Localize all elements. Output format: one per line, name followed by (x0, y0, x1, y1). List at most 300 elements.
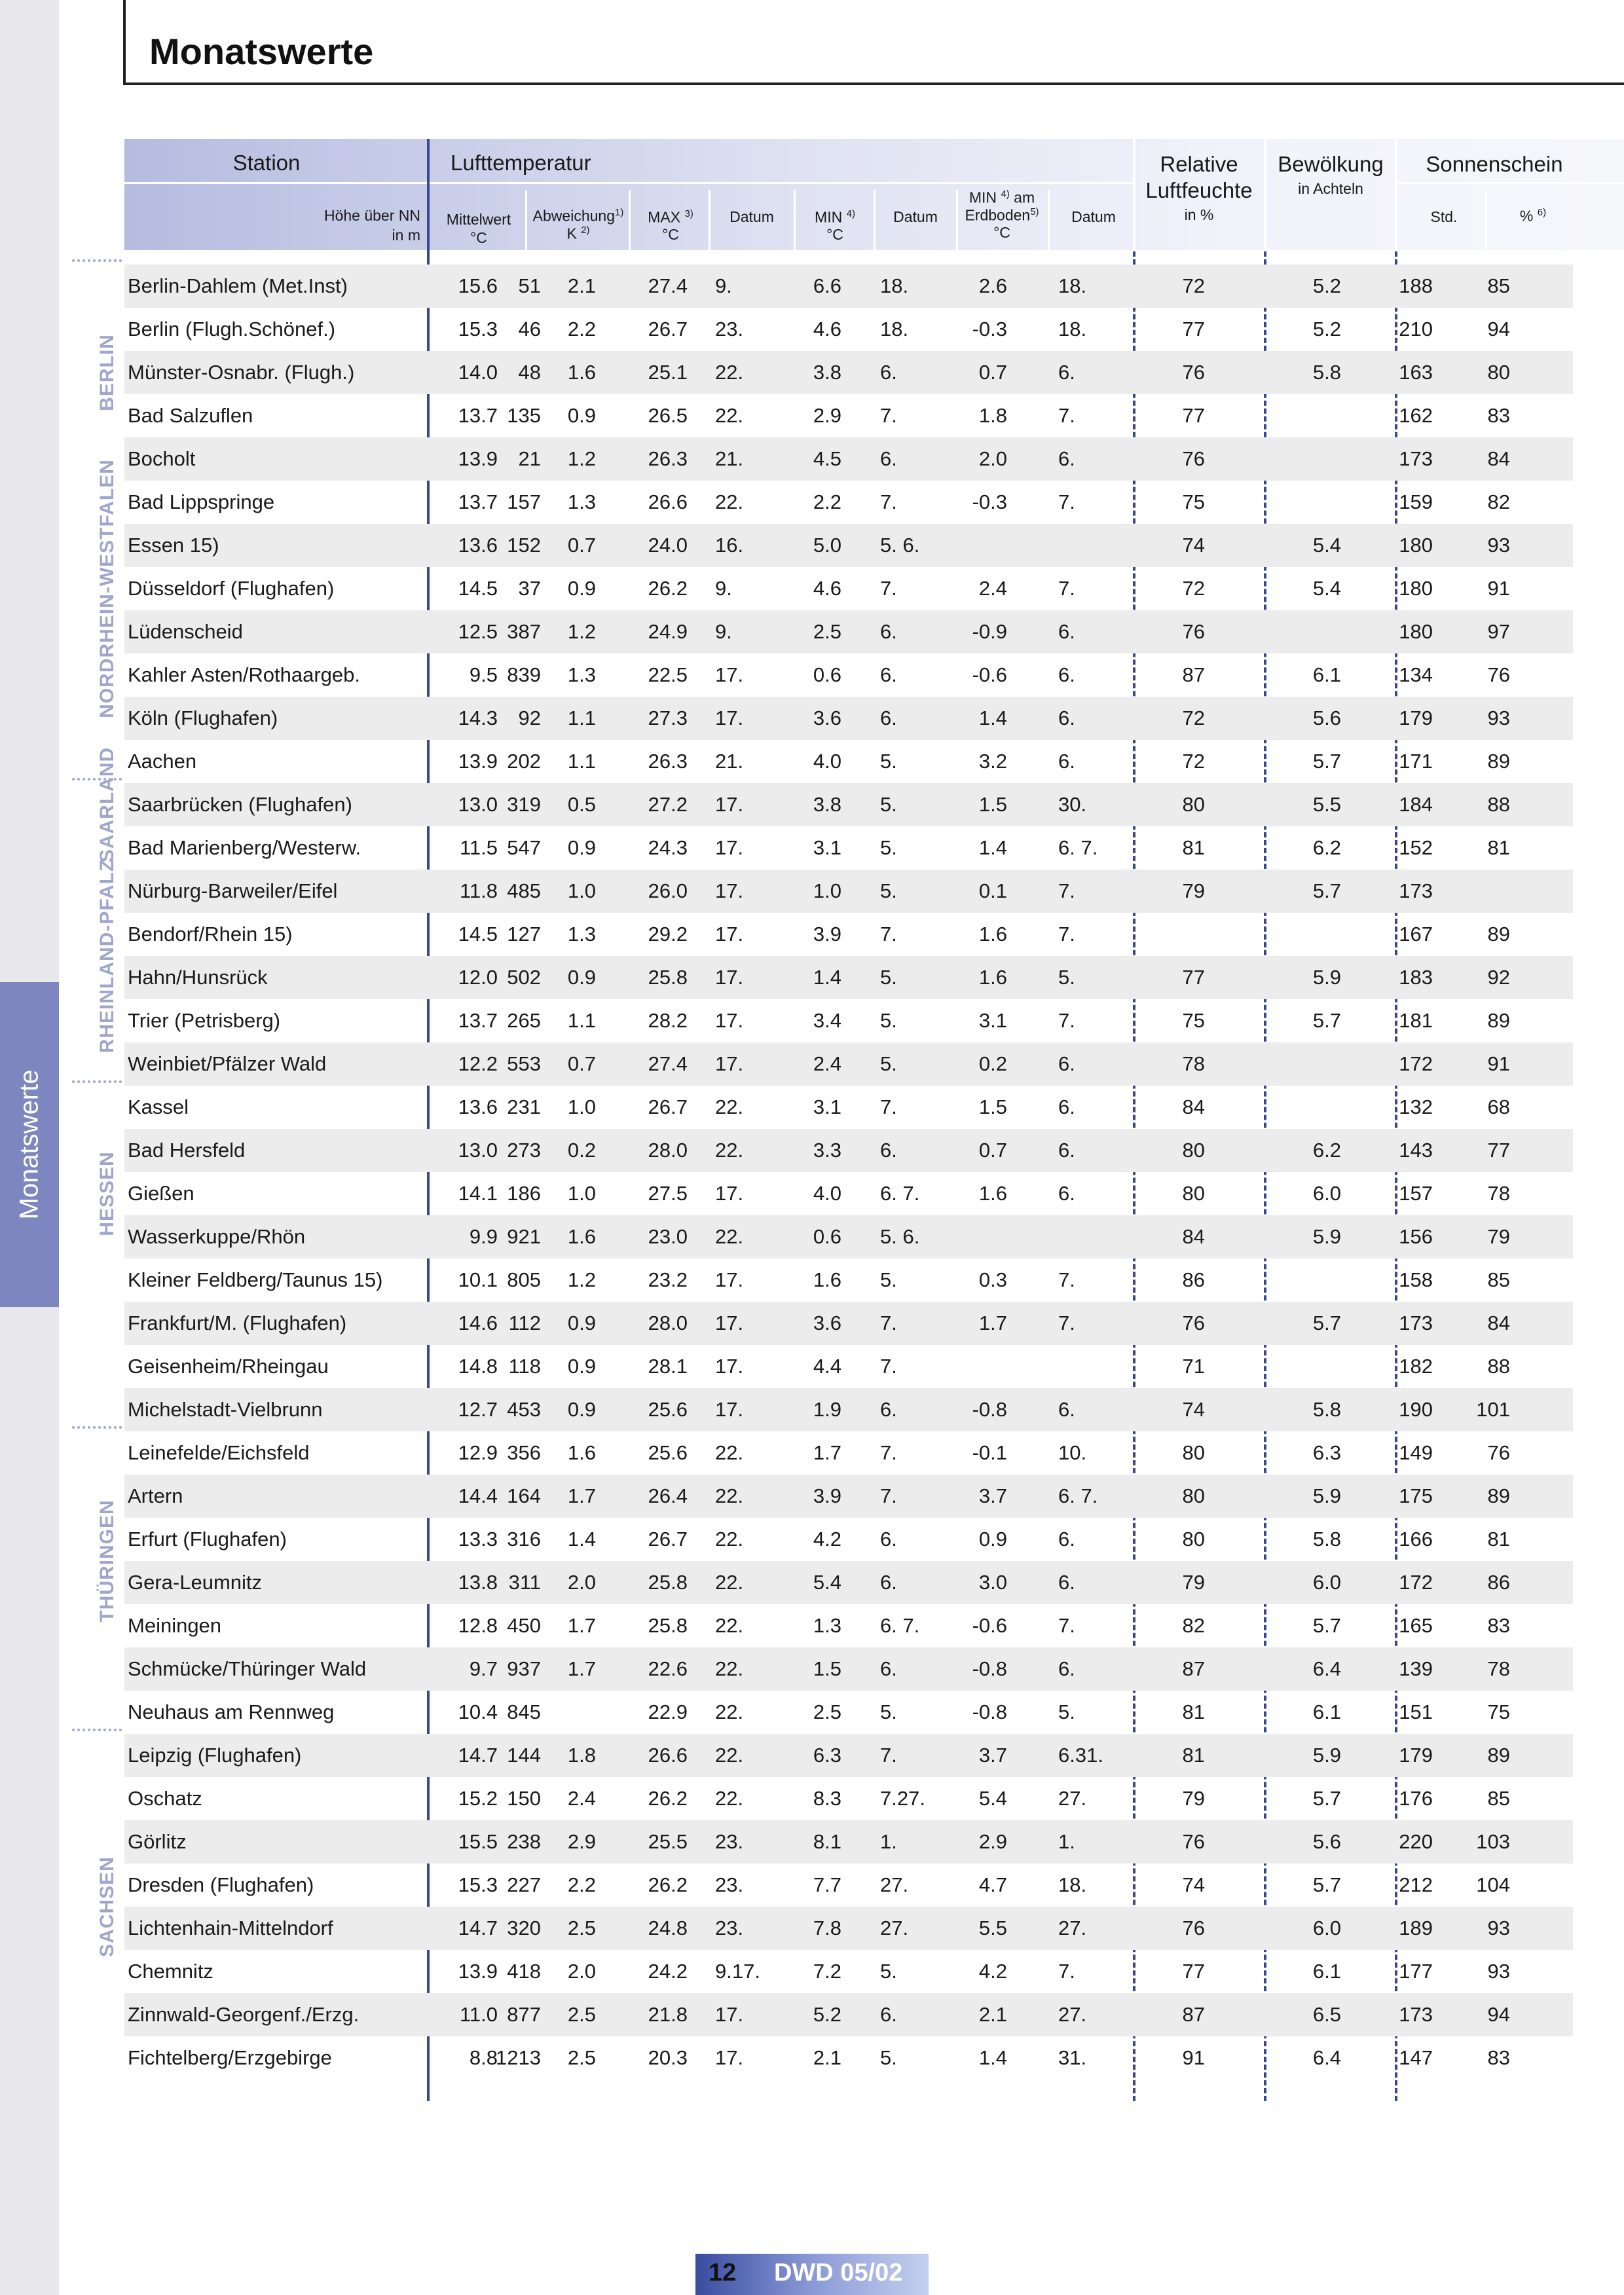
cell-abweichung: 1.3 (567, 663, 596, 686)
cell-abweichung: 1.8 (567, 1744, 596, 1767)
cell-max: 21.8 (648, 2003, 688, 2026)
cell-min-erdboden-datum: 7. (1058, 923, 1075, 946)
cell-abweichung: 2.5 (567, 2046, 596, 2069)
cell-sonnenschein-pct: 103 (1476, 1830, 1510, 1853)
cell-sonnenschein-pct: 93 (1487, 1960, 1510, 1983)
cell-sonnenschein-pct: 93 (1487, 707, 1510, 729)
cell-min: 1.4 (813, 966, 841, 989)
cell-sonnenschein-std: 212 (1399, 1873, 1433, 1896)
cell-min-erdboden: -0.6 (972, 663, 1007, 686)
table-row (124, 740, 1573, 783)
cell-max-datum: 21. (715, 750, 744, 773)
header-separator (1133, 139, 1135, 250)
cell-abweichung: 1.7 (567, 1657, 596, 1680)
cell-min: 3.9 (813, 923, 841, 946)
cell-min-erdboden-datum (1058, 1215, 1130, 1258)
cell-min-erdboden: 1.4 (978, 2046, 1007, 2069)
station-elevation: 37 (518, 577, 541, 600)
cell-min: 6.6 (813, 274, 841, 297)
cell-sonnenschein-pct: 76 (1487, 663, 1510, 686)
cell-sonnenschein-std: 167 (1399, 923, 1433, 946)
header-min (792, 208, 877, 244)
cell-min: 0.6 (813, 1225, 841, 1248)
cell-mittelwert: 10.4 (458, 1700, 498, 1723)
cell-min-erdboden-datum: 7. (1058, 490, 1075, 513)
cell-min-datum: 1. (880, 1830, 897, 1853)
cell-max-datum: 22. (715, 404, 744, 427)
cell-sonnenschein-pct: 77 (1487, 1139, 1510, 1162)
cell-max-datum: 17. (715, 1182, 744, 1205)
cell-bewoelkung (1289, 394, 1341, 437)
station-elevation: 502 (507, 966, 541, 989)
cell-bewoelkung: 5.6 (1312, 1830, 1341, 1853)
cell-sonnenschein-pct: 89 (1487, 923, 1510, 946)
table-row (124, 1993, 1573, 2036)
cell-mittelwert: 15.3 (458, 1873, 498, 1896)
region-separator (72, 1729, 122, 1731)
cell-min-erdboden: 1.4 (978, 707, 1007, 729)
table-row (124, 999, 1573, 1042)
cell-sonnenschein-std: 181 (1399, 1009, 1433, 1032)
cell-relative-luftfeuchte: 72 (1182, 750, 1205, 773)
station-elevation: 48 (518, 361, 541, 384)
cell-bewoelkung: 6.4 (1312, 1657, 1341, 1680)
cell-max: 22.5 (648, 663, 688, 686)
cell-mittelwert: 12.7 (458, 1398, 498, 1421)
cell-min: 4.5 (813, 447, 841, 470)
cell-bewoelkung: 5.4 (1312, 534, 1341, 557)
cell-min-erdboden (943, 1345, 1007, 1388)
table-row (124, 1172, 1573, 1215)
cell-relative-luftfeuchte: 79 (1182, 879, 1205, 902)
header-max (629, 208, 712, 244)
table-row (124, 1561, 1573, 1604)
cell-sonnenschein-std: 184 (1399, 793, 1433, 816)
cell-sonnenschein-std: 151 (1399, 1700, 1433, 1723)
cell-min-erdboden: -0.8 (972, 1657, 1007, 1680)
station-elevation: 319 (507, 793, 541, 816)
cell-sonnenschein-std: 134 (1399, 663, 1433, 686)
table-row (124, 1777, 1573, 1820)
cell-abweichung: 0.9 (567, 1312, 596, 1334)
cell-min-erdboden: 1.6 (978, 966, 1007, 989)
cell-bewoelkung: 5.7 (1312, 1009, 1341, 1032)
cell-abweichung: 0.7 (567, 1052, 596, 1075)
min-label: MIN (815, 208, 843, 226)
cell-bewoelkung (1289, 1086, 1341, 1129)
header-lufttemperatur: Lufttemperatur (451, 151, 591, 175)
station-elevation: 845 (507, 1700, 541, 1723)
min-erdboden-unit: °C (993, 224, 1010, 242)
cell-max: 24.0 (648, 534, 688, 557)
max-label: MAX (648, 208, 681, 226)
cell-min-erdboden: 1.5 (978, 1095, 1007, 1118)
cell-max-datum: 16. (715, 534, 744, 557)
cell-max-datum: 17. (715, 836, 744, 859)
cell-min-erdboden: 0.1 (978, 879, 1007, 902)
cell-min-erdboden: -0.3 (972, 490, 1007, 513)
cell-min-datum: 7. (880, 490, 897, 513)
cell-min-erdboden-datum: 6. (1058, 750, 1075, 773)
cell-min-erdboden: 3.7 (978, 1484, 1007, 1507)
cell-min-datum: 7. (880, 1095, 897, 1118)
table-row (124, 1345, 1573, 1388)
station-name: Zinnwald-Georgenf./Erzg. (128, 2003, 360, 2026)
header-sonnenschein-underline (1397, 182, 1624, 184)
cell-min-datum: 6. (880, 620, 897, 643)
cell-min-erdboden: 0.3 (978, 1268, 1007, 1291)
cell-max-datum: 22. (715, 1571, 744, 1594)
cell-min: 2.4 (813, 1052, 841, 1075)
cell-bewoelkung: 5.6 (1312, 707, 1341, 729)
station-name: Kleiner Feldberg/Taunus 15) (128, 1268, 383, 1291)
cell-mittelwert: 13.7 (458, 404, 498, 427)
cell-bewoelkung: 5.8 (1312, 1528, 1341, 1551)
cell-min: 1.5 (813, 1657, 841, 1680)
cell-mittelwert: 14.3 (458, 707, 498, 729)
cell-min-erdboden-datum: 7. (1058, 404, 1075, 427)
cell-sonnenschein-pct: 101 (1476, 1398, 1510, 1421)
cell-mittelwert: 14.1 (458, 1182, 498, 1205)
cell-bewoelkung (1289, 1042, 1341, 1086)
cell-min-datum: 5. (880, 836, 897, 859)
cell-bewoelkung: 5.9 (1312, 966, 1341, 989)
header-pct (1490, 207, 1576, 225)
cell-min-erdboden-datum: 18. (1058, 274, 1087, 297)
cell-min: 8.1 (813, 1830, 841, 1853)
cell-min-erdboden-datum: 7. (1058, 879, 1075, 902)
region-label: NORDRHEIN-WESTFALEN (96, 459, 118, 718)
cell-max: 27.3 (648, 707, 688, 729)
cell-abweichung: 1.1 (567, 1009, 596, 1032)
cell-max: 26.2 (648, 1787, 688, 1810)
cell-abweichung: 1.4 (567, 1528, 596, 1551)
cell-max: 26.3 (648, 750, 688, 773)
cell-max: 25.8 (648, 1571, 688, 1594)
header-separator (1264, 139, 1266, 250)
cell-abweichung: 1.1 (567, 707, 596, 729)
station-name: Leipzig (Flughafen) (128, 1744, 302, 1767)
cell-sonnenschein-std: 172 (1399, 1571, 1433, 1594)
cell-relative-luftfeuchte: 75 (1182, 1009, 1205, 1032)
cell-abweichung: 1.6 (567, 1441, 596, 1464)
cell-max-datum: 21. (715, 447, 744, 470)
cell-min-erdboden: 1.8 (978, 404, 1007, 427)
cell-min-erdboden: -0.9 (972, 620, 1007, 643)
cell-max: 24.2 (648, 1960, 688, 1983)
cell-min-erdboden: -0.1 (972, 1441, 1007, 1464)
cell-bewoelkung: 6.1 (1312, 1700, 1341, 1723)
cell-abweichung: 0.9 (567, 404, 596, 427)
cell-abweichung: 1.2 (567, 1268, 596, 1291)
cell-max: 25.1 (648, 361, 688, 384)
cell-min-erdboden: -0.3 (972, 318, 1007, 340)
cell-min-erdboden-datum: 7. (1058, 1268, 1075, 1291)
cell-max-datum: 22. (715, 1484, 744, 1507)
cell-bewoelkung: 5.7 (1312, 1312, 1341, 1334)
cell-min: 0.6 (813, 663, 841, 686)
station-name: Meiningen (128, 1614, 222, 1637)
cell-min-erdboden-datum: 6. (1058, 707, 1075, 729)
cell-min-erdboden: 0.2 (978, 1052, 1007, 1075)
table-row (124, 1042, 1573, 1086)
cell-relative-luftfeuchte: 76 (1182, 620, 1205, 643)
cell-max-datum: 9. (715, 274, 732, 297)
cell-min: 2.5 (813, 620, 841, 643)
cell-min-erdboden-datum: 27. (1058, 1917, 1087, 1939)
cell-max-datum: 9. (715, 620, 732, 643)
cell-relative-luftfeuchte: 91 (1182, 2046, 1205, 2069)
abweichung-unit-footnote: 2) (581, 225, 590, 236)
cell-min-datum: 7. (880, 923, 897, 946)
cell-sonnenschein-pct: 75 (1487, 1700, 1510, 1723)
cell-sonnenschein-std: 147 (1399, 2046, 1433, 2069)
cell-relative-luftfeuchte: 72 (1182, 577, 1205, 600)
station-elevation: 231 (507, 1095, 541, 1118)
cell-max-datum: 17. (715, 966, 744, 989)
cell-max-datum: 22. (715, 1614, 744, 1637)
cell-max: 25.6 (648, 1398, 688, 1421)
cell-min-datum: 6. (880, 2003, 897, 2026)
cell-min-datum: 18. (880, 318, 909, 340)
station-elevation: 937 (507, 1657, 541, 1680)
cell-min-datum: 7. (880, 1744, 897, 1767)
table-row (124, 351, 1573, 394)
cell-mittelwert: 13.7 (458, 1009, 498, 1032)
cell-min-datum: 5. (880, 966, 897, 989)
cell-bewoelkung: 6.3 (1312, 1441, 1341, 1464)
pct-footnote: 6) (1537, 207, 1547, 218)
cell-bewoelkung: 6.1 (1312, 1960, 1341, 1983)
station-name: Berlin-Dahlem (Met.Inst) (128, 274, 348, 297)
header-subcolumn-separator (629, 190, 631, 250)
cell-min-erdboden: 5.4 (978, 1787, 1007, 1810)
cell-mittelwert: 13.6 (458, 534, 498, 557)
cell-max-datum: 22. (715, 1787, 744, 1810)
cell-min: 5.0 (813, 534, 841, 557)
cell-min-erdboden-datum: 6.31. (1058, 1744, 1103, 1767)
cell-bewoelkung: 5.7 (1312, 1873, 1341, 1896)
cell-sonnenschein-pct: 85 (1487, 1787, 1510, 1810)
cell-abweichung: 2.5 (567, 1917, 596, 1939)
cell-abweichung: 2.5 (567, 2003, 596, 2026)
cell-abweichung: 2.2 (567, 1873, 596, 1896)
cell-min-erdboden-datum: 27. (1058, 1787, 1087, 1810)
station-elevation: 227 (507, 1873, 541, 1896)
cell-max-datum: 22. (715, 1700, 744, 1723)
cell-min-erdboden: 4.7 (978, 1873, 1007, 1896)
cell-sonnenschein-pct: 92 (1487, 966, 1510, 989)
cell-relative-luftfeuchte: 84 (1182, 1095, 1205, 1118)
header-subcolumn-separator (1048, 190, 1050, 250)
header-std: Std. (1430, 208, 1458, 225)
min-unit: °C (826, 226, 843, 244)
cell-sonnenschein-pct: 89 (1487, 1744, 1510, 1767)
station-elevation: 127 (507, 923, 541, 946)
table-row (124, 1647, 1573, 1691)
station-name: Bad Lippspringe (128, 490, 275, 513)
cell-min-datum: 6. 7. (880, 1614, 920, 1637)
cell-relative-luftfeuchte: 82 (1182, 1614, 1205, 1637)
station-elevation: 485 (507, 879, 541, 902)
cell-relative-luftfeuchte: 81 (1182, 1744, 1205, 1767)
cell-relative-luftfeuchte: 76 (1182, 1917, 1205, 1939)
station-elevation: 316 (507, 1528, 541, 1551)
cell-min-erdboden: 0.7 (978, 361, 1007, 384)
cell-abweichung: 2.9 (567, 1830, 596, 1853)
station-elevation: 547 (507, 836, 541, 859)
table-row (124, 783, 1573, 826)
cell-min-datum: 18. (880, 274, 909, 297)
cell-relative-luftfeuchte: 87 (1182, 1657, 1205, 1680)
station-name: Bad Hersfeld (128, 1139, 246, 1162)
station-name: Aachen (128, 750, 197, 773)
cell-max-datum: 23. (715, 1830, 744, 1853)
table-row (124, 956, 1573, 999)
cell-min-erdboden-datum: 18. (1058, 1873, 1087, 1896)
cell-min-datum: 5. (880, 1009, 897, 1032)
cell-mittelwert: 9.5 (469, 663, 498, 686)
cell-max-datum: 17. (715, 1355, 744, 1378)
cell-min: 3.1 (813, 1095, 841, 1118)
cell-min-datum: 5. 6. (880, 534, 920, 557)
station-elevation: 805 (507, 1268, 541, 1291)
header-mittelwert: Mittelwert (446, 211, 511, 228)
cell-min: 1.0 (813, 879, 841, 902)
cell-relative-luftfeuchte: 77 (1182, 404, 1205, 427)
cell-max: 24.9 (648, 620, 688, 643)
cell-abweichung: 1.6 (567, 1225, 596, 1248)
table-row (124, 1691, 1573, 1734)
cell-min-erdboden: -0.8 (972, 1398, 1007, 1421)
cell-min-erdboden: 3.0 (978, 1571, 1007, 1594)
cell-sonnenschein-pct: 93 (1487, 1917, 1510, 1939)
cell-mittelwert: 11.8 (459, 879, 498, 902)
cell-min: 3.3 (813, 1139, 841, 1162)
header-lufttemperatur-underline (430, 182, 1133, 184)
station-name: Kassel (128, 1095, 189, 1118)
cell-relative-luftfeuchte: 76 (1182, 361, 1205, 384)
cell-sonnenschein-std: 173 (1399, 879, 1433, 902)
cell-max: 26.7 (648, 1095, 688, 1118)
station-elevation: 112 (508, 1312, 541, 1334)
cell-min: 8.3 (813, 1787, 841, 1810)
side-tab-label: Monatswerte (14, 1069, 44, 1220)
cell-min: 2.1 (813, 2046, 841, 2069)
station-name: Köln (Flughafen) (128, 707, 278, 729)
cell-sonnenschein-std: 188 (1399, 274, 1433, 297)
cell-abweichung: 1.0 (567, 879, 596, 902)
cell-max: 28.1 (648, 1355, 688, 1378)
cell-abweichung: 0.5 (567, 793, 596, 816)
cell-relative-luftfeuchte: 74 (1182, 534, 1205, 557)
cell-sonnenschein-std: 156 (1399, 1225, 1433, 1248)
cell-min-erdboden (943, 1215, 1007, 1258)
cell-mittelwert: 13.3 (458, 1528, 498, 1551)
cell-max-datum: 17. (715, 793, 744, 816)
region-label: SAARLAND (96, 746, 118, 863)
cell-bewoelkung: 5.9 (1312, 1225, 1341, 1248)
cell-sonnenschein-std: 158 (1399, 1268, 1433, 1291)
header-subcolumn-separator (874, 190, 876, 250)
cell-relative-luftfeuchte: 75 (1182, 490, 1205, 513)
cell-mittelwert: 11.5 (459, 836, 498, 859)
cell-relative-luftfeuchte: 86 (1182, 1268, 1205, 1291)
station-elevation: 356 (507, 1441, 541, 1464)
cell-mittelwert: 14.8 (458, 1355, 498, 1378)
cell-mittelwert: 14.7 (458, 1744, 498, 1767)
cell-min: 4.2 (813, 1528, 841, 1551)
cell-relative-luftfeuchte: 80 (1182, 1182, 1205, 1205)
table-row (124, 1907, 1573, 1950)
cell-min-erdboden: 1.6 (978, 1182, 1007, 1205)
cell-min-erdboden: 3.1 (978, 1009, 1007, 1032)
cell-min-erdboden-datum: 7. (1058, 1312, 1075, 1334)
cell-bewoelkung: 5.9 (1312, 1744, 1341, 1767)
cell-mittelwert: 13.9 (458, 447, 498, 470)
cell-abweichung: 1.6 (567, 361, 596, 384)
header-bewoelkung-unit: in Achteln (1298, 180, 1363, 197)
cell-min-datum: 27. (880, 1873, 909, 1896)
cell-sonnenschein-pct (1458, 870, 1510, 913)
cell-abweichung: 0.7 (567, 534, 596, 557)
station-elevation: 273 (507, 1139, 541, 1162)
table-row (124, 697, 1573, 740)
cell-sonnenschein-std: 171 (1399, 750, 1433, 773)
cell-min-datum: 6. (880, 707, 897, 729)
cell-relative-luftfeuchte: 77 (1182, 966, 1205, 989)
station-elevation: 1213 (496, 2046, 541, 2069)
cell-max-datum: 22. (715, 1441, 744, 1464)
header-relative-unit: in % (1184, 206, 1214, 223)
header-subcolumn-separator (794, 190, 796, 250)
cell-mittelwert: 12.8 (458, 1614, 498, 1637)
cell-min-datum: 27. (880, 1917, 909, 1939)
cell-sonnenschein-pct: 89 (1487, 750, 1510, 773)
station-elevation: 450 (507, 1614, 541, 1637)
station-name: Chemnitz (128, 1960, 213, 1983)
cell-max: 26.5 (648, 404, 688, 427)
cell-abweichung: 0.9 (567, 1398, 596, 1421)
cell-bewoelkung: 6.0 (1312, 1571, 1341, 1594)
cell-max: 24.8 (648, 1917, 688, 1939)
cell-max-datum: 23. (715, 318, 744, 340)
cell-sonnenschein-pct: 104 (1476, 1873, 1510, 1896)
cell-min-datum: 5. (880, 879, 897, 902)
station-name: Bad Salzuflen (128, 404, 253, 427)
cell-bewoelkung: 6.0 (1312, 1917, 1341, 1939)
table-row (124, 1388, 1573, 1431)
cell-max: 22.6 (648, 1657, 688, 1680)
cell-mittelwert: 15.3 (458, 318, 498, 340)
header-hoehe-line2: in m (392, 227, 420, 244)
station-name: Michelstadt-Vielbrunn (128, 1398, 323, 1421)
station-name: Oschatz (128, 1787, 202, 1810)
cell-abweichung: 1.1 (567, 750, 596, 773)
cell-min-erdboden: 1.4 (978, 836, 1007, 859)
cell-min: 2.9 (813, 404, 841, 427)
side-tab-monatswerte[interactable] (0, 982, 59, 1307)
cell-min-erdboden-datum: 7. (1058, 1960, 1075, 1983)
station-name: Essen 15) (128, 534, 219, 557)
cell-sonnenschein-pct: 93 (1487, 534, 1510, 557)
cell-relative-luftfeuchte: 72 (1182, 274, 1205, 297)
cell-min: 4.0 (813, 750, 841, 773)
header-min-erdboden-datum: Datum (1071, 208, 1116, 225)
cell-bewoelkung: 5.7 (1312, 750, 1341, 773)
cell-min: 7.8 (813, 1917, 841, 1939)
cell-sonnenschein-std: 173 (1399, 1312, 1433, 1334)
